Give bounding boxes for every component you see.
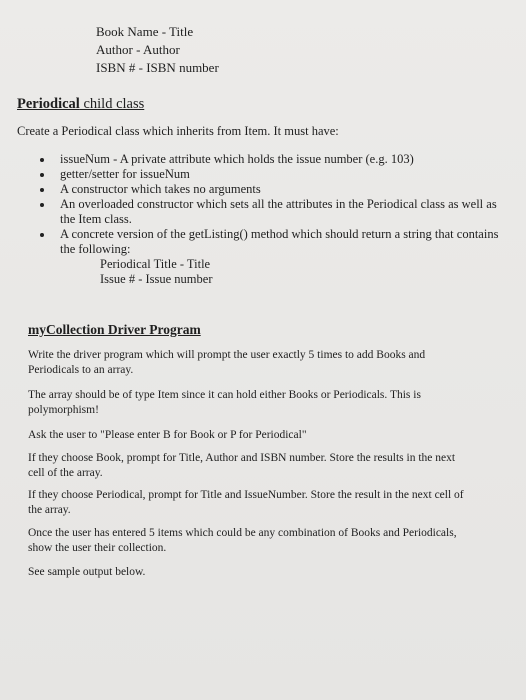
list-item [40, 227, 510, 287]
book-listing-format [96, 24, 219, 78]
driver-paragraph: If they choose Periodical, prompt for Title and IssueNumber. Store the result in the next cell of the array. [28, 489, 464, 516]
bullet-text: A concrete version of the getListing() method which should return a string that contains the following: [60, 227, 499, 256]
driver-heading: myCollection Driver Program [28, 322, 201, 337]
periodical-heading-rest: child class [79, 96, 145, 112]
list-item [40, 167, 510, 182]
bullet-text: getter/setter for issueNum [60, 167, 190, 181]
listing-line-issue: Issue # - Issue number [100, 272, 213, 286]
periodical-intro: Create a Periodical class which inherits from Item. It must have: [17, 124, 339, 138]
bullet-icon [40, 203, 44, 207]
list-item [40, 152, 510, 167]
bullet-text: issueNum - A private attribute which holds the issue number (e.g. 103) [60, 152, 414, 166]
book-name-line: Book Name - Title [96, 24, 194, 39]
driver-paragraph: See sample output below. [28, 566, 146, 578]
driver-paragraph: If they choose Book, prompt for Title, Author and ISBN number. Store the results in the next cell of the array. [28, 452, 456, 479]
listing-line-title: Periodical Title - Title [100, 257, 211, 271]
requirements-list [40, 152, 510, 287]
list-item [40, 182, 510, 197]
author-line: Author - Author [96, 42, 180, 57]
bullet-icon [40, 173, 44, 177]
bullet-icon [40, 233, 44, 237]
driver-paragraph: The array should be of type Item since it can hold either Books or Periodicals. This is polymorphism! [28, 389, 421, 416]
bullet-text: A constructor which takes no arguments [60, 182, 261, 196]
bullet-icon [40, 158, 44, 162]
list-item [40, 197, 510, 227]
driver-paragraph: Write the driver program which will prompt the user exactly 5 times to add Books and Periodicals to an array. [28, 349, 426, 376]
isbn-line: ISBN # - ISBN number [96, 60, 219, 75]
periodical-heading [17, 96, 144, 113]
driver-paragraph: Once the user has entered 5 items which could be any combination of Books and Periodicals, show the user their collection. [28, 527, 457, 554]
bullet-text: An overloaded constructor which sets all the attributes in the Periodical class as well as the Item class. [60, 197, 497, 226]
bullet-icon [40, 188, 44, 192]
driver-paragraph: Ask the user to "Please enter B for Book or P for Periodical" [28, 429, 307, 441]
periodical-heading-bold: Periodical [17, 96, 80, 112]
